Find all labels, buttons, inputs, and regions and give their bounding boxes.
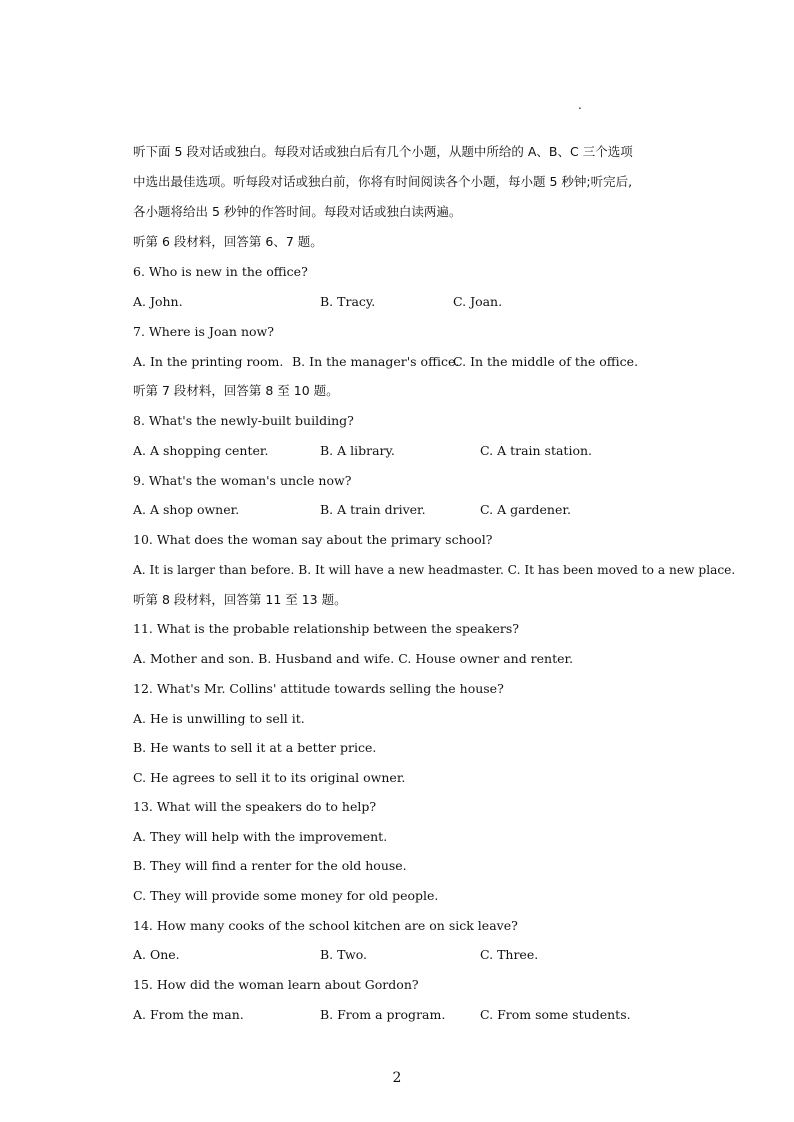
- q6-option-b: B. Tracy.: [320, 294, 376, 309]
- q8-option-c: C. A train station.: [480, 443, 592, 458]
- q12-option-b: B. He wants to sell it at a better price.: [133, 740, 377, 755]
- section-header-7: 听第 7 段材料，回答第 8 至 10 题。: [133, 383, 339, 398]
- q14-option-b: B. Two.: [320, 947, 368, 962]
- instruction-line-3: 各小题将给出 5 秒钟的作答时间。每段对话或独白读两遍。: [133, 204, 462, 219]
- q14-option-c: C. Three.: [480, 947, 539, 962]
- q12-option-a: A. He is unwilling to sell it.: [133, 711, 305, 726]
- question-9: 9. What's the woman's uncle now?: [133, 473, 352, 488]
- q7-option-c: C. In the middle of the office.: [453, 354, 639, 369]
- stray-mark: .: [578, 98, 582, 112]
- page-number: 2: [392, 1070, 402, 1086]
- q7-option-a: A. In the printing room.: [133, 354, 284, 369]
- section-header-6: 听第 6 段材料，回答第 6、7 题。: [133, 234, 323, 249]
- section-header-8: 听第 8 段材料，回答第 11 至 13 题。: [133, 592, 347, 607]
- question-11: 11. What is the probable relationship between the speakers?: [133, 621, 519, 636]
- question-6: 6. Who is new in the office?: [133, 264, 308, 279]
- q13-option-a: A. They will help with the improvement.: [133, 829, 388, 844]
- q6-option-a: A. John.: [133, 294, 183, 309]
- q15-option-a: A. From the man.: [133, 1007, 244, 1022]
- q9-option-a: A. A shop owner.: [133, 502, 240, 517]
- instruction-line-2: 中选出最佳选项。听每段对话或独白前，你将有时间阅读各个小题，每小题 5 秒钟;听完后,: [133, 174, 633, 189]
- q9-option-b: B. A train driver.: [320, 502, 426, 517]
- q9-option-c: C. A gardener.: [480, 502, 571, 517]
- question-8: 8. What's the newly-built building?: [133, 413, 354, 428]
- q14-option-a: A. One.: [133, 947, 180, 962]
- q13-option-c: C. They will provide some money for old people.: [133, 888, 439, 903]
- q15-option-c: C. From some students.: [480, 1007, 631, 1022]
- q10-options: A. It is larger than before. B. It will have a new headmaster. C. It has been moved to a new place.: [133, 563, 736, 577]
- q8-option-a: A. A shopping center.: [133, 443, 269, 458]
- q6-option-c: C. Joan.: [453, 294, 503, 309]
- question-15: 15. How did the woman learn about Gordon?: [133, 977, 419, 992]
- question-10: 10. What does the woman say about the primary school?: [133, 532, 493, 547]
- q13-option-b: B. They will find a renter for the old house.: [133, 858, 407, 873]
- q11-options: A. Mother and son. B. Husband and wife. C. House owner and renter.: [133, 651, 574, 666]
- q7-option-b: B. In the manager's office.: [292, 354, 460, 369]
- q15-option-b: B. From a program.: [320, 1007, 446, 1022]
- question-12: 12. What's Mr. Collins' attitude towards selling the house?: [133, 681, 504, 696]
- question-14: 14. How many cooks of the school kitchen are on sick leave?: [133, 918, 518, 933]
- q8-option-b: B. A library.: [320, 443, 395, 458]
- q12-option-c: C. He agrees to sell it to its original owner.: [133, 770, 406, 785]
- question-7: 7. Where is Joan now?: [133, 324, 274, 339]
- instruction-line-1: 听下面 5 段对话或独白。每段对话或独白后有几个小题，从题中所给的 A、B、C 三个选项: [133, 144, 633, 159]
- question-13: 13. What will the speakers do to help?: [133, 799, 377, 814]
